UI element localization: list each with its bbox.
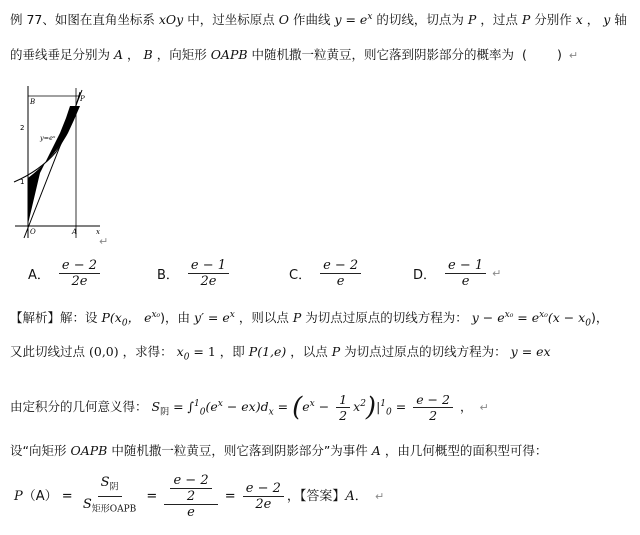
sol-eq-part: y − e [471, 310, 505, 326]
sol-text: )， [590, 310, 609, 326]
sol-e: e [144, 310, 152, 326]
option-fraction [188, 258, 229, 289]
sol-sup: x [309, 399, 315, 409]
label-a: A [72, 228, 78, 236]
sol-int-sign: = ∫ [169, 399, 195, 415]
sol-num [98, 475, 122, 497]
return-mark: ↵ [374, 490, 385, 503]
sol-sub: x [268, 407, 274, 418]
option-b[interactable] [157, 258, 232, 289]
q-var-oapb: OAPB [210, 47, 248, 62]
solution-line-3 [10, 384, 489, 433]
option-fraction [320, 258, 361, 289]
option-fraction [59, 258, 100, 289]
sol-s: S [82, 497, 92, 512]
q-text: 分别作 [534, 12, 572, 28]
q-paren-open: ( [522, 47, 527, 62]
sol-s: S [151, 399, 161, 415]
sol-minus: − [314, 399, 334, 415]
sol-eq: = [57, 489, 77, 504]
sol-den: 2e [255, 497, 272, 512]
q-var-x: x [575, 12, 583, 28]
sol-a: （A） [22, 489, 58, 504]
q-text: 例 77、如图在直角坐标系 [10, 12, 155, 28]
return-mark: ↵ [99, 235, 109, 248]
sol-text: ，由几何概型的面积型可得： [384, 443, 548, 458]
q-var-p: P [521, 12, 531, 28]
sol-integral [151, 392, 460, 424]
label-b: B [30, 98, 36, 106]
sol-x0 [176, 344, 216, 363]
sol-final-frac [243, 481, 284, 512]
option-c[interactable] [289, 258, 364, 289]
sol-var-p: P [331, 344, 341, 359]
sol-sub: 阴 [109, 483, 119, 493]
label-1: 1 [20, 178, 25, 186]
sol-text: ，以点 [290, 344, 328, 359]
q-text: ， [586, 12, 600, 28]
sol-eq: = [142, 489, 162, 504]
sol-den [80, 497, 139, 518]
option-num: e − 2 [59, 258, 100, 274]
sol-den: 2 [429, 408, 438, 424]
sol-eq-part: (x − x [547, 310, 586, 326]
q-var-xoy: xOy [158, 12, 184, 28]
sol-num [164, 473, 217, 505]
sol-text: 为切点过原点的切线方程为： [344, 344, 507, 359]
option-num: e − 1 [188, 258, 229, 274]
sol-tangent-line-eq: y = ex [510, 344, 551, 359]
sol-sub: 0 [386, 407, 392, 418]
option-letter: A． [28, 268, 50, 283]
sol-den: 2 [339, 408, 348, 424]
sol-sub: 矩形OAPB [91, 504, 137, 515]
label-p: P [80, 95, 85, 103]
sol-sup: x₀ [504, 310, 514, 320]
q-text: 的切线，切点为 [376, 12, 464, 28]
sol-text: )，由 [160, 310, 191, 326]
sol-yprime: y′ = e [194, 310, 230, 326]
sol-text: ，求得： [122, 344, 173, 359]
sol-e: e [302, 399, 310, 415]
sol-sub: 阴 [160, 407, 170, 418]
sol-eq-part: − ex)d [222, 399, 269, 415]
sol-x: x [176, 344, 184, 359]
sol-var-oapb: OAPB [70, 443, 108, 458]
q-paren-close: ) [556, 47, 562, 62]
sol-paren: ( [292, 392, 303, 423]
return-mark: ↵ [479, 401, 489, 415]
sol-sup: x [229, 310, 235, 320]
question-line-1 [10, 8, 627, 29]
sol-inner-frac [170, 473, 211, 504]
q-curve-exp: x [367, 12, 373, 22]
sol-num: e − 2 [243, 481, 284, 497]
sol-den: e [187, 505, 195, 520]
sol-sub: 0 [121, 318, 128, 329]
option-letter: B． [157, 268, 179, 283]
sol-num: 1 [336, 392, 350, 408]
curve-label: y=eˣ [40, 134, 56, 142]
sol-var-p: P [292, 310, 302, 326]
sol-sup: x₀ [151, 310, 161, 320]
q-var-p: P [467, 12, 477, 28]
sol-eq: = 1 [189, 344, 216, 359]
q-var-o: O [278, 12, 289, 28]
sol-compound-frac [164, 473, 217, 520]
sol-point-p [101, 310, 161, 329]
sol-point-p1e: P(1,e) [248, 344, 287, 359]
sol-eq: = [273, 399, 293, 415]
option-num: e − 1 [445, 258, 486, 274]
q-text: 中，过坐标原点 [187, 12, 275, 28]
option-d[interactable] [413, 258, 501, 289]
sol-area-ratio [80, 475, 139, 517]
sol-bar: | [376, 399, 381, 415]
option-letter: D． [413, 268, 437, 283]
sol-s: S [100, 475, 110, 491]
option-den: e [461, 274, 470, 289]
sol-eq: = [391, 399, 411, 415]
sol-x: x [353, 399, 361, 415]
q-curve-base: y = e [334, 12, 368, 28]
tangent-line [24, 90, 82, 238]
option-den: 2e [200, 274, 217, 289]
tangent-figure [10, 78, 120, 258]
q-text: ， [127, 47, 140, 62]
q-var-b: B [143, 47, 153, 62]
sol-text: 中随机撒一粒黄豆，则它落到阴影部分”为事件 [111, 443, 368, 458]
sol-num: e − 2 [170, 473, 211, 489]
return-mark: ↵ [492, 267, 502, 280]
sol-text: 为切点过原点的切线方程为： [305, 310, 468, 326]
q-var-y: y [603, 12, 611, 28]
sol-text: ，即 [219, 344, 245, 359]
sol-event-a: A [371, 443, 381, 458]
sol-origin: (0,0) [89, 344, 119, 359]
sol-result [413, 392, 453, 423]
question-line-2 [10, 46, 578, 65]
sol-text: 由定积分的几何意义得： [10, 399, 148, 415]
q-curve [334, 12, 372, 27]
option-den: 2e [71, 274, 88, 289]
q-text: 作曲线 [292, 12, 331, 28]
solution-line-1 [10, 306, 608, 333]
sol-tangent-eq [471, 310, 591, 329]
sol-den: 2 [186, 489, 196, 504]
option-fraction [445, 258, 486, 289]
sol-sup: 2 [360, 399, 366, 409]
solution-line-4 [10, 442, 547, 460]
sol-eq-part: = e [513, 310, 540, 326]
sol-sup: x₀ [539, 310, 548, 320]
sol-sup: 1 [380, 399, 387, 409]
option-den: e [336, 274, 345, 289]
return-mark: ↵ [568, 49, 579, 62]
q-text: 中随机撒一粒黄豆，则它落到阴影部分的概率为 [251, 47, 515, 62]
q-text: 轴 [614, 12, 627, 28]
sol-sup: 1 [194, 399, 200, 409]
q-text: 的垂线垂足分别为 [10, 47, 111, 62]
solution-line-2 [10, 343, 551, 367]
sol-text: ， [459, 399, 473, 415]
label-o: O [30, 228, 36, 236]
option-a[interactable] [28, 258, 103, 289]
q-text: ，过点 [480, 12, 518, 28]
sol-half [336, 392, 350, 423]
sol-sub: 0 [585, 318, 591, 329]
shaded-region [28, 106, 80, 224]
solution-line-5 [14, 472, 384, 522]
q-text: ，向矩形 [156, 47, 207, 62]
sol-text: ，则以点 [238, 310, 289, 326]
sol-num: e − 2 [413, 392, 453, 408]
label-x: x [96, 228, 100, 236]
sol-derivative [194, 310, 235, 325]
sol-sub: 0 [199, 407, 206, 418]
sol-eq-part: (e [205, 399, 218, 415]
sol-text: 设“向矩形 [10, 443, 67, 458]
option-num: e − 2 [320, 258, 361, 274]
sol-answer-label: ，【答案】 [286, 489, 346, 504]
q-var-a: A [114, 47, 124, 62]
sol-p: P [14, 489, 23, 504]
sol-text: 【解析】解：设 [10, 310, 98, 326]
sol-text: 又此切线过点 [10, 344, 86, 359]
sol-answer: A [345, 489, 355, 504]
sol-p: P(x [101, 310, 122, 326]
label-2: 2 [20, 124, 25, 132]
sol-sub: 0 [183, 352, 190, 363]
sol-comma: ， [127, 310, 141, 326]
option-letter: C． [289, 268, 312, 283]
sol-sup: x [217, 399, 223, 409]
sol-text: ． [354, 489, 368, 504]
sol-eq: = [220, 489, 240, 504]
sol-paren: ) [365, 392, 377, 423]
